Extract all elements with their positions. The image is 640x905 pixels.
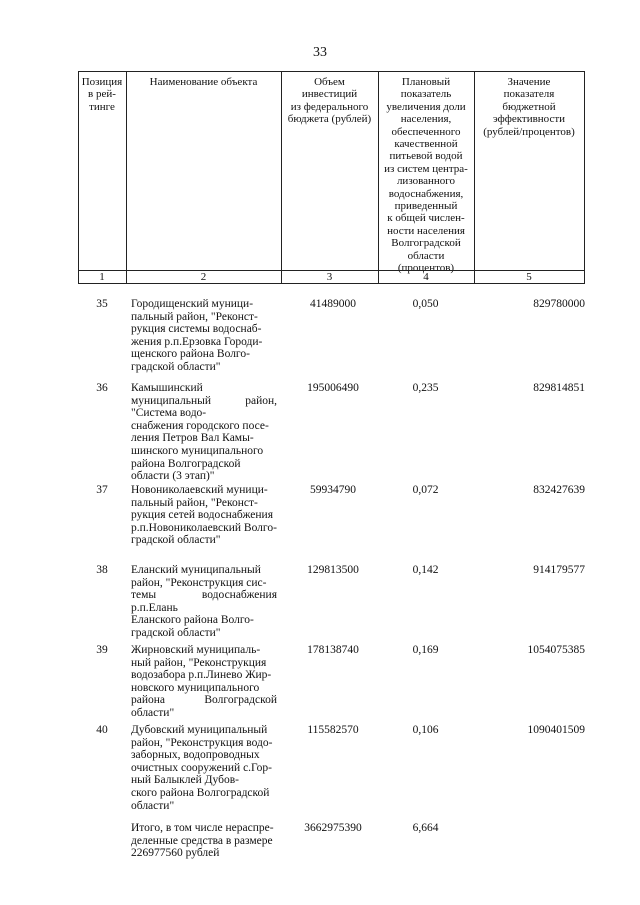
row-investment: 59934790 [310, 484, 356, 496]
row-object-name: Камышинский муниципальный район, "Система водо- снабжения городского посе- ления Петров Вал Камы- шинского муниципального района Волгоградской области (3 этап)" [131, 382, 277, 483]
column-number: 1 [99, 271, 105, 283]
row-percent: 0,050 [412, 298, 439, 310]
column-number: 3 [326, 271, 333, 283]
row-efficiency: 914179577 [533, 564, 585, 576]
row-efficiency: 832427639 [533, 484, 585, 496]
total-label: Итого, в том числе нераспре- деленные средства в размере 226977560 рублей [131, 822, 274, 860]
row-efficiency: 829814851 [533, 382, 585, 394]
column-number: 2 [200, 271, 207, 283]
row-investment: 129813500 [307, 564, 359, 576]
header-position: Позиция в рей- тинге [81, 76, 123, 113]
header-investment: Объем инвестиций из федерального бюджета (рублей) [287, 76, 372, 126]
row-investment: 41489000 [310, 298, 356, 310]
row-percent: 0,142 [412, 564, 439, 576]
row-percent: 0,106 [412, 724, 439, 736]
header-efficiency: Значение показателя бюджетной эффективности (рублей/процентов) [483, 76, 575, 138]
row-investment: 178138740 [307, 644, 359, 656]
row-object-name: Новониколаевский муници- пальный район, "Реконст- рукция сетей водоснабжения р.п.Новониколаевский Волго- градской области" [131, 484, 277, 547]
row-percent: 0,072 [412, 484, 439, 496]
row-position: 36 [96, 382, 108, 394]
row-efficiency: 1054075385 [527, 644, 585, 656]
table-header [78, 71, 585, 275]
row-object-name: Жирновский муниципаль- ный район, "Реконструкция водозабора р.п.Линево Жир- новского муниципального района Волгоградской области" [131, 644, 277, 719]
column-number: 4 [423, 271, 429, 283]
column-numbers-row [78, 270, 585, 284]
header-planned-indicator: Плановый показатель увеличения доли населения, обеспеченного качественной питьевой водой из систем центра- лизованного водоснабжения, приведенный к общей числен- ности населения Волгоградской области (процентов) [384, 76, 468, 275]
row-position: 38 [96, 564, 108, 576]
header-object-name: Наименование объекта [149, 76, 258, 88]
total-percent: 6,664 [412, 822, 439, 834]
total-investment: 3662975390 [304, 822, 362, 834]
row-efficiency: 829780000 [533, 298, 585, 310]
row-position: 40 [96, 724, 108, 736]
row-percent: 0,169 [412, 644, 439, 656]
row-investment: 195006490 [307, 382, 359, 394]
row-investment: 115582570 [307, 724, 359, 736]
row-object-name: Городищенский муници- пальный район, "Реконст- рукция системы водоснаб- жения р.п.Ерзовка Городи- щенского района Волго- градской области" [131, 298, 263, 373]
page-number: 33 [313, 45, 327, 60]
row-object-name: Дубовский муниципальный район, "Реконструкция водо- заборных, водопроводных очистных сооружений с.Гор- ный Балыклей Дубов- ского района Волгоградской области" [131, 724, 273, 812]
row-position: 39 [96, 644, 108, 656]
row-percent: 0,235 [412, 382, 439, 394]
row-position: 35 [96, 298, 108, 310]
column-number: 5 [526, 271, 532, 283]
row-object-name: Еланский муниципальный район, "Реконструкция сис- темы водоснабжения р.п.Елань Еланского района Волго- градской области" [131, 564, 277, 639]
row-position: 37 [96, 484, 108, 496]
row-efficiency: 1090401509 [527, 724, 585, 736]
investment-table [78, 71, 585, 860]
